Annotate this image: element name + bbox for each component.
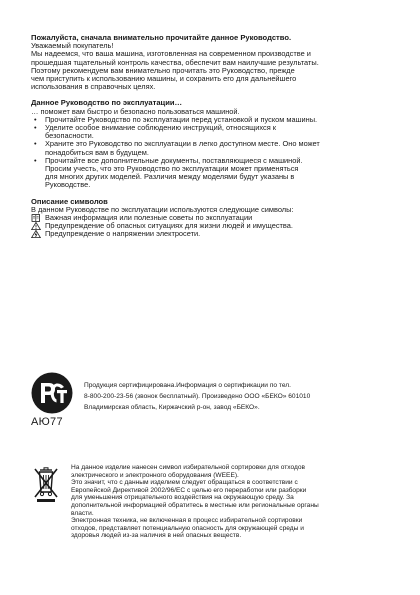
symbols-lead: В данном Руководстве по эксплуатации используются следующие символы: bbox=[31, 204, 294, 214]
manual-bullet bbox=[31, 124, 393, 140]
weee-text bbox=[71, 464, 393, 540]
symbols-section-title: Описание символов bbox=[31, 196, 108, 206]
weee-line: Электронная техника, не включенная в процесс избирательной сортировки bbox=[71, 517, 303, 525]
certification-block bbox=[31, 372, 393, 432]
bullet-line: • Уделите особое внимание соблюдению инструкций, относящихся к bbox=[45, 123, 276, 133]
weee-line: для уменьшения отрицательного воздействия на окружающую среду. За bbox=[71, 494, 294, 502]
weee-line: Это значит, что с данным изделием следует обращаться в соответствии с bbox=[71, 479, 298, 487]
manual-intro-page bbox=[31, 34, 393, 239]
certification-text bbox=[84, 380, 394, 413]
bullet-line: безопасности. bbox=[45, 131, 94, 141]
crossed-bin-icon bbox=[33, 466, 59, 502]
intro-title: Пожалуйста, сначала внимательно прочитайте данное Руководство. bbox=[31, 33, 292, 42]
symbol-row bbox=[31, 230, 393, 238]
manual-lead: … поможет вам быстро и безопасно пользоваться машиной. bbox=[31, 106, 240, 116]
bullet-line: • Прочитайте все дополнительные документы, поставляющиеся с машиной. bbox=[45, 155, 303, 165]
manual-section-title: Данное Руководство по эксплуатации… bbox=[31, 98, 183, 108]
intro-line: прошедшая тщательный контроль качества, обеспечит вам наилучшие результаты. bbox=[31, 57, 319, 67]
certification-code: АЮ77 bbox=[31, 416, 63, 428]
warning-triangle-icon bbox=[31, 222, 41, 230]
intro-line: Уважаемый покупатель! bbox=[31, 41, 114, 51]
weee-line: дополнительной информацией обратитесь в местные или региональные органы bbox=[71, 501, 319, 509]
bullet-line: понадобиться вам в будущем. bbox=[45, 147, 149, 157]
bullet-line: • Прочитайте Руководство по эксплуатации перед установкой и пуском машины. bbox=[45, 114, 318, 124]
intro-line: Поэтому рекомендуем вам внимательно прочитать это Руководство, прежде bbox=[31, 65, 295, 75]
manual-bullet bbox=[31, 140, 393, 156]
symbol-text: Предупреждение об опасных ситуациях для жизни людей и имущества. bbox=[45, 221, 293, 231]
bullet-line: • Храните это Руководство по эксплуатации в легко доступном месте. Оно может bbox=[45, 139, 320, 149]
manual-bullet bbox=[31, 157, 393, 190]
weee-line: отходов, представляет потенциальную опасность для окружающей среды и bbox=[71, 524, 304, 532]
weee-line: власти. bbox=[71, 509, 94, 517]
intro-line: использования в справочных целях. bbox=[31, 82, 156, 92]
electric-hazard-icon bbox=[31, 230, 41, 238]
weee-line: На данное изделие нанесен символ избирательной сортировки для отходов bbox=[71, 464, 305, 471]
book-icon bbox=[31, 214, 41, 222]
certification-line: Продукция сертифицирована.Информация о сертификации по тел. bbox=[84, 382, 291, 389]
certification-line: 8-800-200-23-56 (звонок бесплатный). Произведено ООО «БЕКО» 601010 bbox=[84, 393, 311, 400]
certification-line: Владимирская область, Киржачский р-он, завод «БЕКО». bbox=[84, 404, 260, 411]
bullet-line: Просим учесть, что это Руководство по эксплуатации может применяться bbox=[45, 164, 299, 174]
weee-line: здоровья людей из-за наличия в ней опасных веществ. bbox=[71, 532, 242, 540]
symbol-text: Предупреждение о напряжении электросети. bbox=[45, 229, 201, 239]
bullet-line: для многих других моделей. Различия между моделями будут указаны в bbox=[45, 172, 295, 182]
intro-line: Мы надеемся, что ваша машина, изготовленная на современном производстве и bbox=[31, 49, 311, 59]
bullet-line: Руководстве. bbox=[45, 180, 91, 190]
rst-certification-logo bbox=[31, 372, 73, 414]
weee-line: электрического и электронного оборудования (WEEE). bbox=[71, 471, 239, 479]
symbol-text: Важная информация или полезные советы по эксплуатации bbox=[45, 213, 253, 223]
intro-line: чем приступить к использованию машины, и сохранить его для дальнейшего bbox=[31, 74, 297, 84]
weee-line: Европейской Директивой 2002/96/EC с целью его переработки или разборки bbox=[71, 486, 307, 494]
